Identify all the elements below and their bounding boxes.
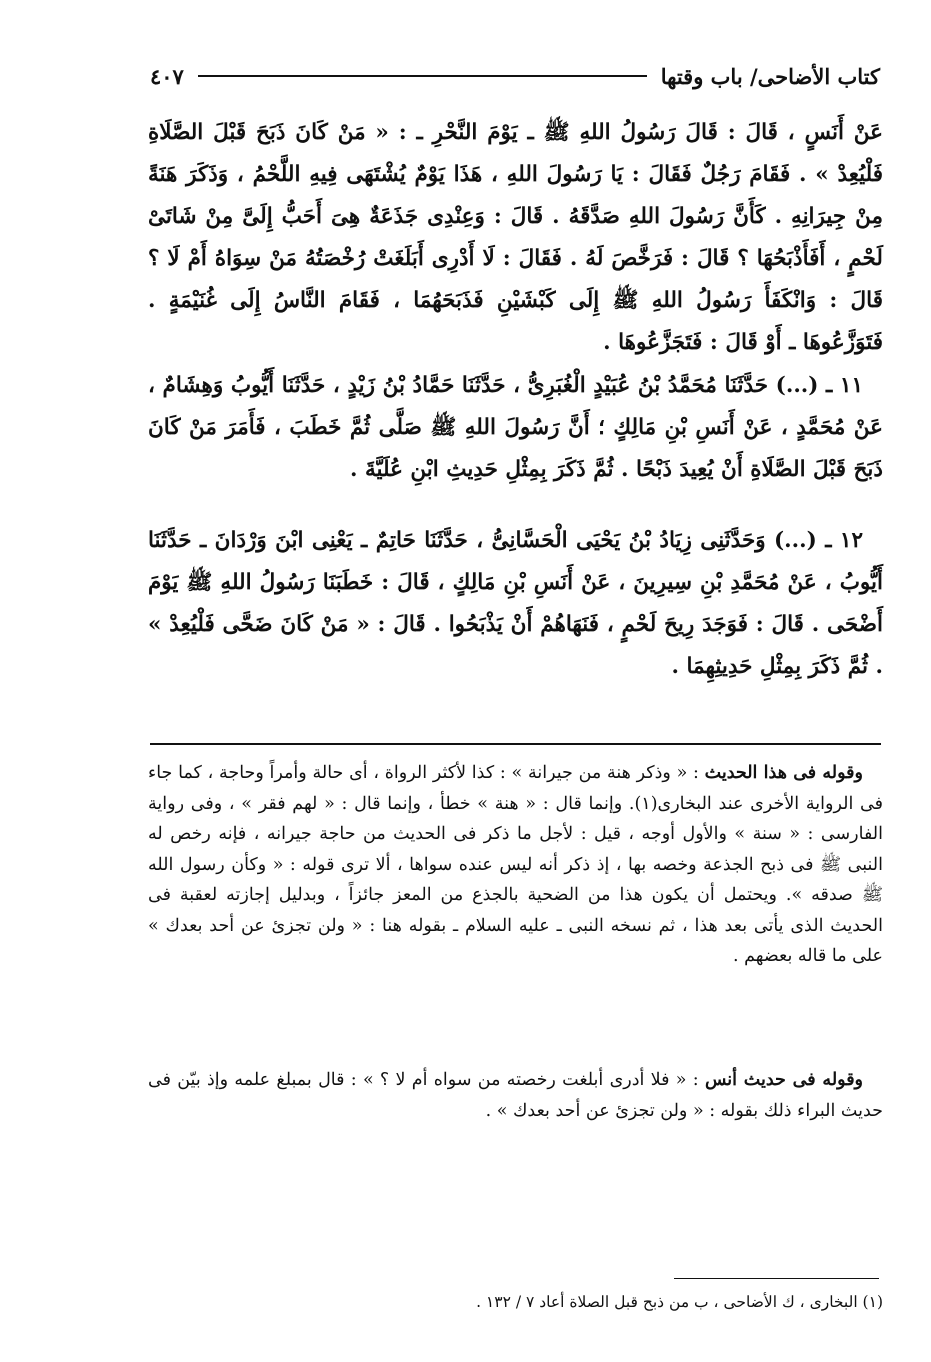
commentary-block [148,1065,883,1126]
commentary-lead: وقوله فى هذا الحديث [704,763,863,783]
section-divider [150,743,881,745]
commentary-block [148,758,883,972]
footnote: (١) البخارى ، ك الأضاحى ، ب من ذبح قبل الصلاة أعاد ٧ / ١٣٢ . [476,1293,883,1311]
page-number: ٤٠٧ [150,63,184,89]
hadith-paragraph: عَنْ أَنَسٍ ، قَالَ : قَالَ رَسُولُ اللهِ ﷺ ـ يَوْمَ النَّحْرِ ـ : « مَنْ كَانَ ذَبَحَ قَبْلَ الصَّلَاةِ فَلْيُعِدْ » . فَقَامَ رَجُلٌ فَقَالَ : يَا رَسُولَ اللهِ ، هَذَا يَوْمٌ يُشْتَهَى فِيهِ اللَّحْمُ ، وَذَكَرَ هَنَةً مِنْ جِيرَانِهِ . كَأَنَّ رَسُولَ اللهِ صَدَّقَهُ . قَالَ : وَعِنْدِى جَذَعَةٌ هِىَ أَحَبُّ إِلَىَّ مِنْ شَاتَىْ لَحْمٍ ، أَفَأَذْبَحُهَا ؟ قَالَ : فَرَخَّصَ لَهُ . فَقَالَ : لَا أَدْرِى أَبَلَغَتْ رُخْصَتُهُ مَنْ سِوَاهُ أَمْ لَا ؟ قَالَ : وَانْكَفَأَ رَسُولُ اللهِ ﷺ إِلَى كَبْشَيْنِ فَذَبَحَهُمَا ، فَقَامَ النَّاسُ إِلَى غُنَيْمَةٍ . فَتَوَزَّعُوهَا ـ أَوْ قَالَ : فَتَجَزَّعُوهَا . [148,120,883,355]
header-rule [198,75,647,77]
hadith-text-block [148,112,883,364]
hadith-paragraph: ١١ ـ (...) حَدَّثَنَا مُحَمَّدُ بْنُ عُبَيْدٍ الْغُبَرِىُّ ، حَدَّثَنَا حَمَّادُ بْنُ زَيْدٍ ، حَدَّثَنَا أَيُّوبُ وَهِشَامٌ ، عَنْ مُحَمَّدٍ ، عَنْ أَنَسِ بْنِ مَالِكٍ ؛ أَنَّ رَسُولَ اللهِ ﷺ صَلَّى ثُمَّ خَطَبَ ، فَأَمَرَ مَنْ كَانَ ذَبَحَ قَبْلَ الصَّلَاةِ أَنْ يُعِيدَ ذَبْحًا . ثُمَّ ذَكَرَ بِمِثْلِ حَدِيثِ ابْنِ عُلَيَّةَ . [148,373,883,482]
commentary-paragraph [148,758,883,972]
hadith-text-block [148,365,883,491]
commentary-body: : « وذكر هنة من جيرانة » : كذا لأكثر الرواة ، أى حالة وأمراً وحاجة ، كما جاء فى الرواية الأخرى عند البخارى(١). وإنما قال : « هنة » خطأ ، وإنما قال : « لهم فقر » ، وفى رواية الفارسى : « سنة » والأول أوجه ، قيل : لأجل ما ذكر فى الحديث من حاجة جيرانه ، فإنه رخص له النبى ﷺ فى ذبح الجذعة وخصه بها ، إذ ذكر أنه ليس عنده سواها ، ألا ترى قوله : « وكأن رسول الله ﷺ صدقه ». ويحتمل أن يكون هذا من الضحية بالجذع من المعز جائزاً ، وبدليل إجازته لعقبة فى الحديث الذى يأتى بعد هذا ، ثم نسخه النبى ـ عليه السلام ـ بقوله هنا : « ولن تجزئ عن أحد بعدك » على ما قاله بعضهم . [148,763,883,966]
commentary-lead: وقوله فى حديث أنس [704,1070,864,1090]
hadith-paragraph: ١٢ ـ (...) وَحَدَّثَنِى زِيَادُ بْنُ يَحْيَى الْحَسَّانِىُّ ، حَدَّثَنَا حَاتِمٌ ـ يَعْنِى ابْنَ وَرْدَانَ ـ حَدَّثَنَا أَيُّوبُ ، عَنْ مُحَمَّدِ بْنِ سِيرِينَ ، عَنْ أَنَسِ بْنِ مَالِكٍ ، قَالَ : خَطَبَنَا رَسُولُ اللهِ ﷺ يَوْمَ أَضْحَى . قَالَ : فَوَجَدَ رِيحَ لَحْمٍ ، فَنَهَاهُمْ أَنْ يَذْبَحُوا . قَالَ : « مَنْ كَانَ ضَحَّى فَلْيُعِدْ » . ثُمَّ ذَكَرَ بِمِثْلِ حَدِيثِهِمَا . [148,528,883,679]
running-header [150,58,880,94]
commentary-body: : « فلا أدرى أبلغت رخصته من سواه أم لا ؟ » : قال بمبلغ علمه وإذ بيّن فى حديث البراء ذلك بقوله : « ولن تجزئ عن أحد بعدك » . [148,1070,883,1121]
commentary-paragraph [148,1065,883,1126]
hadith-text-block [148,520,883,688]
chapter-title: كتاب الأضاحى/ باب وقتها [660,63,880,89]
footnote-rule [674,1278,879,1279]
